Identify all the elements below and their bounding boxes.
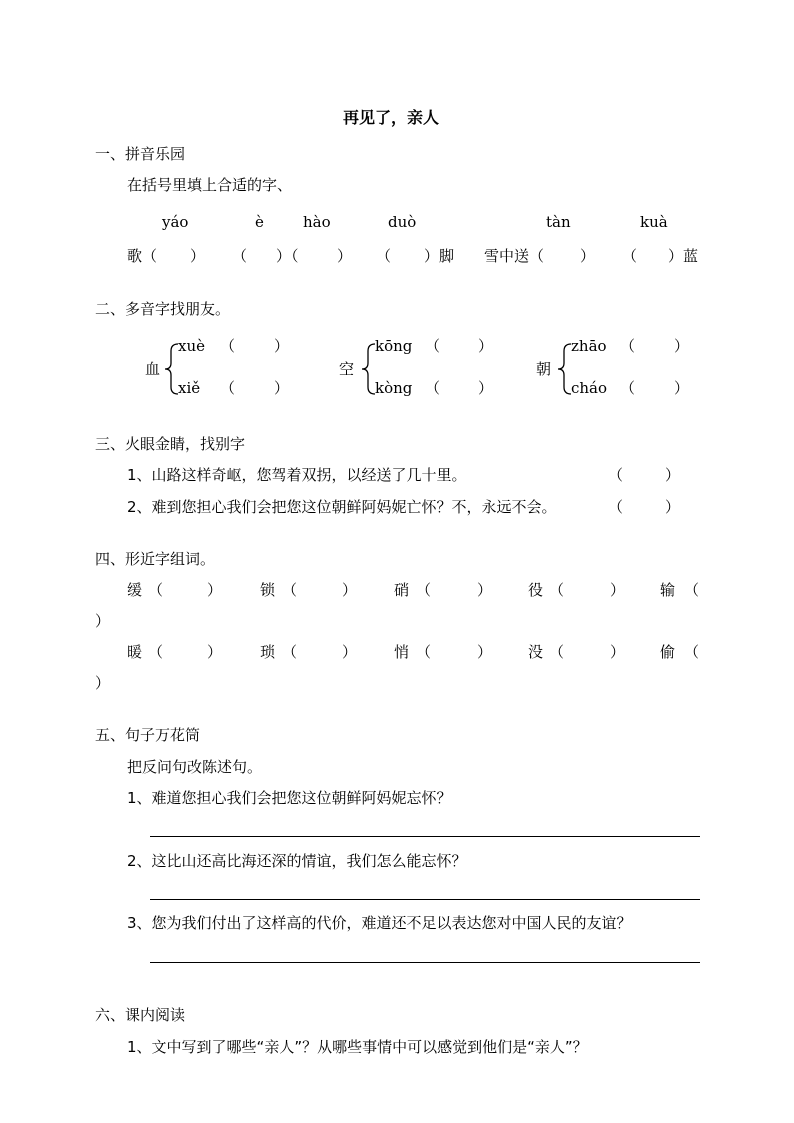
- pinyin-label: hào: [303, 213, 331, 231]
- answer-line[interactable]: [150, 962, 700, 963]
- paren-open: （: [684, 643, 700, 661]
- paren-close: ）: [610, 643, 626, 661]
- paren-open: （: [148, 643, 164, 661]
- answer-line[interactable]: [150, 836, 700, 837]
- paren-close: ）: [610, 581, 626, 599]
- paren-open: （: [148, 581, 164, 599]
- pinyin-label: xiě: [178, 379, 201, 397]
- paren-open: （: [416, 643, 432, 661]
- paren-close: ）: [665, 466, 681, 484]
- pinyin-label: kōng: [375, 337, 413, 355]
- section-heading: 六、课内阅读: [95, 1006, 186, 1024]
- paren-open: （: [549, 643, 565, 661]
- pinyin-label: cháo: [571, 379, 608, 397]
- section-heading: 五、句子万花筒: [95, 726, 201, 744]
- word-char: 没: [528, 643, 544, 661]
- paren-open: （: [416, 581, 432, 599]
- word-char: 硝: [394, 581, 410, 599]
- question-text: 1、文中写到了哪些“亲人”？从哪些事情中可以感觉到他们是“亲人”？: [127, 1038, 588, 1056]
- paren-open: （: [425, 337, 441, 355]
- polyphone-char: 朝: [536, 360, 552, 378]
- paren-close: ）: [207, 643, 223, 661]
- pinyin-label: kuà: [640, 213, 668, 231]
- section-heading: 三、火眼金睛，找别字: [95, 435, 246, 453]
- paren-close: ）: [95, 612, 111, 630]
- word-char: 暖: [127, 643, 143, 661]
- fill-row-text: 雪中送（: [484, 247, 545, 265]
- paren-close: ）: [478, 337, 494, 355]
- question-text: 2、难到您担心我们会把您这位朝鲜阿妈妮亡怀？不，永远不会。: [127, 498, 557, 516]
- section-heading: 四、形近字组词。: [95, 550, 216, 568]
- pinyin-label: duò: [388, 213, 417, 231]
- paren-open: （: [608, 466, 624, 484]
- paren-close: ）: [342, 581, 358, 599]
- word-char: 锁: [260, 581, 276, 599]
- question-text: 3、您为我们付出了这样高的代价，难道还不足以表达您对中国人民的友谊？: [127, 914, 632, 932]
- paren-open: （: [608, 498, 624, 516]
- paren-close: ）: [342, 643, 358, 661]
- paren-open: （: [620, 379, 636, 397]
- word-char: 役: [528, 581, 544, 599]
- page-title: 再见了，亲人: [343, 108, 440, 127]
- word-char: 偷: [660, 643, 676, 661]
- paren-close: ）: [274, 379, 290, 397]
- paren-open: （: [220, 337, 236, 355]
- fill-row-text: ）: [337, 247, 353, 265]
- fill-row-text: 歌（: [127, 247, 158, 265]
- paren-close: ）: [274, 337, 290, 355]
- question-text: 2、这比山还高比海还深的情谊，我们怎么能忘怀？: [127, 852, 467, 870]
- paren-close: ）: [477, 581, 493, 599]
- paren-close: ）: [207, 581, 223, 599]
- paren-close: ）: [674, 337, 690, 355]
- fill-row-text: （: [232, 247, 248, 265]
- answer-line[interactable]: [150, 899, 700, 900]
- fill-row-text: ）: [190, 247, 206, 265]
- paren-close: ）: [95, 674, 111, 692]
- paren-close: ）: [478, 379, 494, 397]
- word-char: 输: [660, 581, 676, 599]
- paren-close: ）: [674, 379, 690, 397]
- instruction-text: 在括号里填上合适的字、: [127, 176, 293, 194]
- paren-open: （: [684, 581, 700, 599]
- pinyin-label: zhāo: [571, 337, 607, 355]
- word-char: 缓: [127, 581, 143, 599]
- pinyin-label: xuè: [178, 337, 205, 355]
- fill-row-text: ）: [580, 247, 596, 265]
- paren-open: （: [282, 643, 298, 661]
- paren-open: （: [620, 337, 636, 355]
- paren-open: （: [282, 581, 298, 599]
- fill-row-text: ）（: [276, 247, 299, 265]
- word-char: 琐: [260, 643, 276, 661]
- pinyin-label: è: [255, 213, 264, 231]
- fill-row-text: ）蓝: [668, 247, 699, 265]
- fill-row-text: （: [622, 247, 638, 265]
- paren-close: ）: [665, 498, 681, 516]
- pinyin-label: tàn: [546, 213, 571, 231]
- fill-row-text: （: [376, 247, 392, 265]
- section-heading: 一、拼音乐园: [95, 145, 186, 163]
- question-text: 1、山路这样奇岖，您驾着双拐，以经送了几十里。: [127, 466, 467, 484]
- instruction-text: 把反问句改陈述句。: [127, 758, 263, 776]
- section-heading: 二、多音字找朋友。: [95, 300, 231, 318]
- word-char: 悄: [394, 643, 410, 661]
- paren-open: （: [220, 379, 236, 397]
- fill-row-text: ）脚: [424, 247, 455, 265]
- paren-open: （: [425, 379, 441, 397]
- polyphone-char: 血: [145, 360, 161, 378]
- paren-close: ）: [477, 643, 493, 661]
- pinyin-label: kòng: [375, 379, 413, 397]
- pinyin-label: yáo: [162, 213, 189, 231]
- polyphone-char: 空: [339, 360, 355, 378]
- paren-open: （: [549, 581, 565, 599]
- question-text: 1、难道您担心我们会把您这位朝鲜阿妈妮忘怀？: [127, 789, 452, 807]
